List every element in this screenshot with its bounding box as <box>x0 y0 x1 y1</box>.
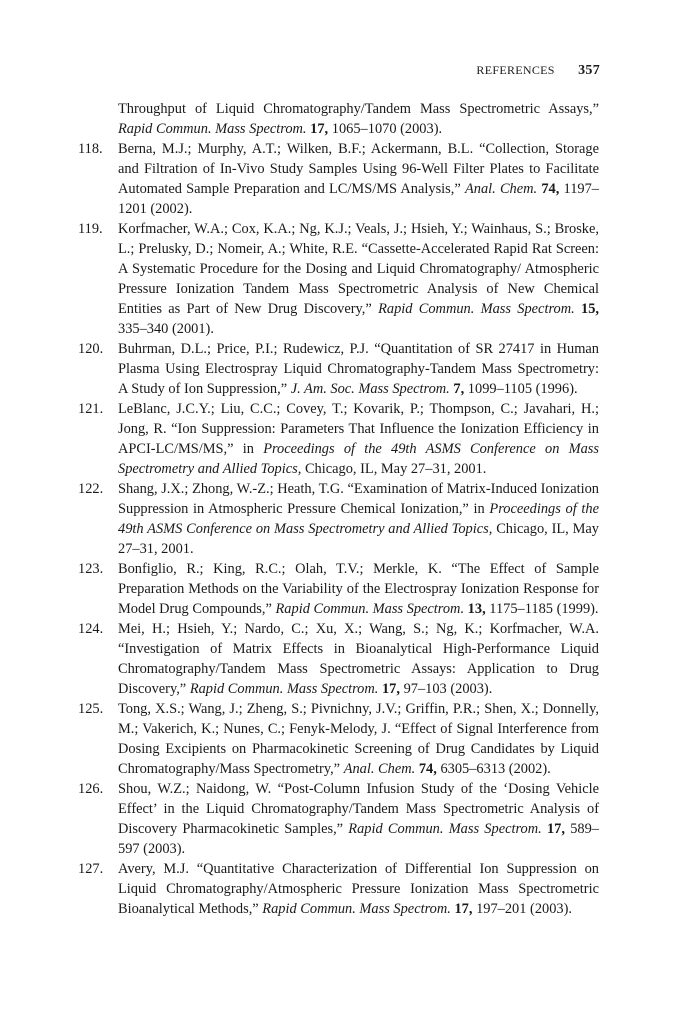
reference-text: Shang, J.X.; Zhong, W.-Z.; Heath, T.G. “Examination of Matrix-Induced Ionization Suppression in Atmospheric Pressure Chemical Ionization,” in <box>118 481 599 517</box>
reference-journal: Rapid Commun. Mass Spectrom. <box>118 121 307 137</box>
reference-journal: Anal. Chem. <box>343 761 416 777</box>
reference-number: 122. <box>78 481 104 497</box>
reference-pages: 589–597 (2003). <box>118 821 599 857</box>
reference-pages: 1175–1185 (1999). <box>489 601 599 617</box>
reference-journal: Proceedings of the 49th ASMS Conference on Mass Spectrometry and Allied Topics, <box>118 501 599 537</box>
reference-entry <box>78 139 599 219</box>
reference-journal: Rapid Commun. Mass Spectrom. <box>262 901 451 917</box>
reference-number: 123. <box>78 561 104 577</box>
reference-number: 121. <box>78 401 104 417</box>
reference-number: 124. <box>78 621 104 637</box>
reference-pages: 1065–1070 (2003). <box>331 121 443 137</box>
reference-entry <box>78 859 599 919</box>
reference-journal: Rapid Commun. Mass Spectrom. <box>275 601 465 617</box>
reference-pages: Chicago, IL, May 27–31, 2001. <box>304 461 487 477</box>
reference-text: Avery, M.J. “Quantitative Characterization of Differential Ion Suppression on Liquid Chromatography/Atmospheric Pressure Ionization Mass Spectrometric Bioanalytical Methods,” <box>118 861 599 917</box>
reference-entry <box>78 219 599 339</box>
reference-number: 126. <box>78 781 104 797</box>
reference-pages: 6305–6313 (2002). <box>440 761 551 777</box>
reference-volume: 17, <box>454 901 473 917</box>
reference-number: 127. <box>78 861 104 877</box>
reference-pages: 1197–1201 (2002). <box>118 181 599 217</box>
reference-entry <box>78 559 599 619</box>
reference-text: Throughput of Liquid Chromatography/Tandem Mass Spectrometric Assays,” <box>118 101 599 117</box>
reference-volume: 74, <box>418 761 437 777</box>
reference-volume: 15, <box>581 301 599 317</box>
reference-list <box>78 99 599 919</box>
reference-number: 125. <box>78 701 104 717</box>
reference-entry <box>78 99 599 139</box>
reference-text: Mei, H.; Hsieh, Y.; Nardo, C.; Xu, X.; Wang, S.; Ng, K.; Korfmacher, W.A. “Investigation of Matrix Effects in Bioanalytical High-Performance Liquid Chromatography/Tandem Mass Spectrometric Assays: Application to Drug Discovery,” <box>118 621 599 697</box>
reference-journal: Rapid Commun. Mass Spectrom. <box>348 821 542 837</box>
page-number: 357 <box>578 63 600 78</box>
reference-volume: 7, <box>453 381 465 397</box>
reference-journal: Anal. Chem. <box>464 181 538 197</box>
reference-text: LeBlanc, J.C.Y.; Liu, C.C.; Covey, T.; Kovarik, P.; Thompson, C.; Javahari, H.; Jong, R. “Ion Suppression: Parameters That Influence the Ionization Efficiency in APCI-LC/MS/MS,” in <box>118 401 599 457</box>
reference-volume: 74, <box>541 181 560 197</box>
reference-journal: J. Am. Soc. Mass Spectrom. <box>290 381 450 397</box>
reference-entry <box>78 619 599 699</box>
reference-text: Berna, M.J.; Murphy, A.T.; Wilken, B.F.; Ackermann, B.L. “Collection, Storage and Filtration of In-Vivo Study Samples Using 96-Well Filter Plates to Facilitate Automated Sample Preparation and LC/MS/MS Analysis,” <box>118 141 599 197</box>
reference-pages: 1099–1105 (1996). <box>467 381 578 397</box>
reference-entry <box>78 399 599 479</box>
reference-entry <box>78 699 599 779</box>
reference-text: Tong, X.S.; Wang, J.; Zheng, S.; Pivnichny, J.V.; Griffin, P.R.; Shen, X.; Donnelly, M.; Vakerich, K.; Nunes, C.; Fenyk-Melody, J. “Effect of Signal Interference from Dosing Excipients on Pharmacokinetic Screening of Drug Candidates by Liquid Chromatography/Mass Spectrometry,” <box>118 701 599 777</box>
reference-number: 120. <box>78 341 104 357</box>
reference-number: 118. <box>78 141 103 157</box>
reference-journal: Rapid Commun. Mass Spectrom. <box>189 681 379 697</box>
reference-text: Bonfiglio, R.; King, R.C.; Olah, T.V.; Merkle, K. “The Effect of Sample Preparation Methods on the Variability of the Electrospray Ionization Response for Model Drug Compounds,” <box>118 561 599 617</box>
reference-entry <box>78 779 599 859</box>
reference-entry <box>78 479 599 559</box>
running-head <box>476 63 600 79</box>
reference-pages: 335–340 (2001). <box>118 321 214 337</box>
reference-volume: 17, <box>546 821 565 837</box>
reference-text: Korfmacher, W.A.; Cox, K.A.; Ng, K.J.; Veals, J.; Hsieh, Y.; Wainhaus, S.; Broske, L.; Prelusky, D.; Nomeir, A.; White, R.E. “Cassette-Accelerated Rapid Rat Screen: A Systematic Procedure for the Dosing and Liquid Chromatography/ Atmospheric Pressure Ionization Tandem Mass Spectrometric Analysis of New Chemical Entities as Part of New Drug Discovery,” <box>118 221 599 317</box>
reference-pages: 97–103 (2003). <box>403 681 493 697</box>
reference-volume: 17, <box>310 121 329 137</box>
reference-volume: 17, <box>381 681 400 697</box>
reference-text: Buhrman, D.L.; Price, P.I.; Rudewicz, P.J. “Quantitation of SR 27417 in Human Plasma Using Electrospray Liquid Chromatography-Tandem Mass Spectrometry: A Study of Ion Suppression,” <box>118 341 599 397</box>
reference-pages: Chicago, IL, May 27–31, 2001. <box>118 521 599 557</box>
reference-text: Shou, W.Z.; Naidong, W. “Post-Column Infusion Study of the ‘Dosing Vehicle Effect’ in the Liquid Chromatography/Tandem Mass Spectrometric Analysis of Discovery Pharmacokinetic Samples,” <box>118 781 599 837</box>
reference-journal: Rapid Commun. Mass Spectrom. <box>378 301 575 317</box>
reference-volume: 13, <box>467 601 486 617</box>
running-head-title: REFERENCES <box>476 63 555 77</box>
reference-pages: 197–201 (2003). <box>476 901 572 917</box>
reference-entry <box>78 339 599 399</box>
reference-number: 119. <box>78 221 103 237</box>
reference-journal: Proceedings of the 49th ASMS Conference on Mass Spectrometry and Allied Topics, <box>118 441 599 477</box>
